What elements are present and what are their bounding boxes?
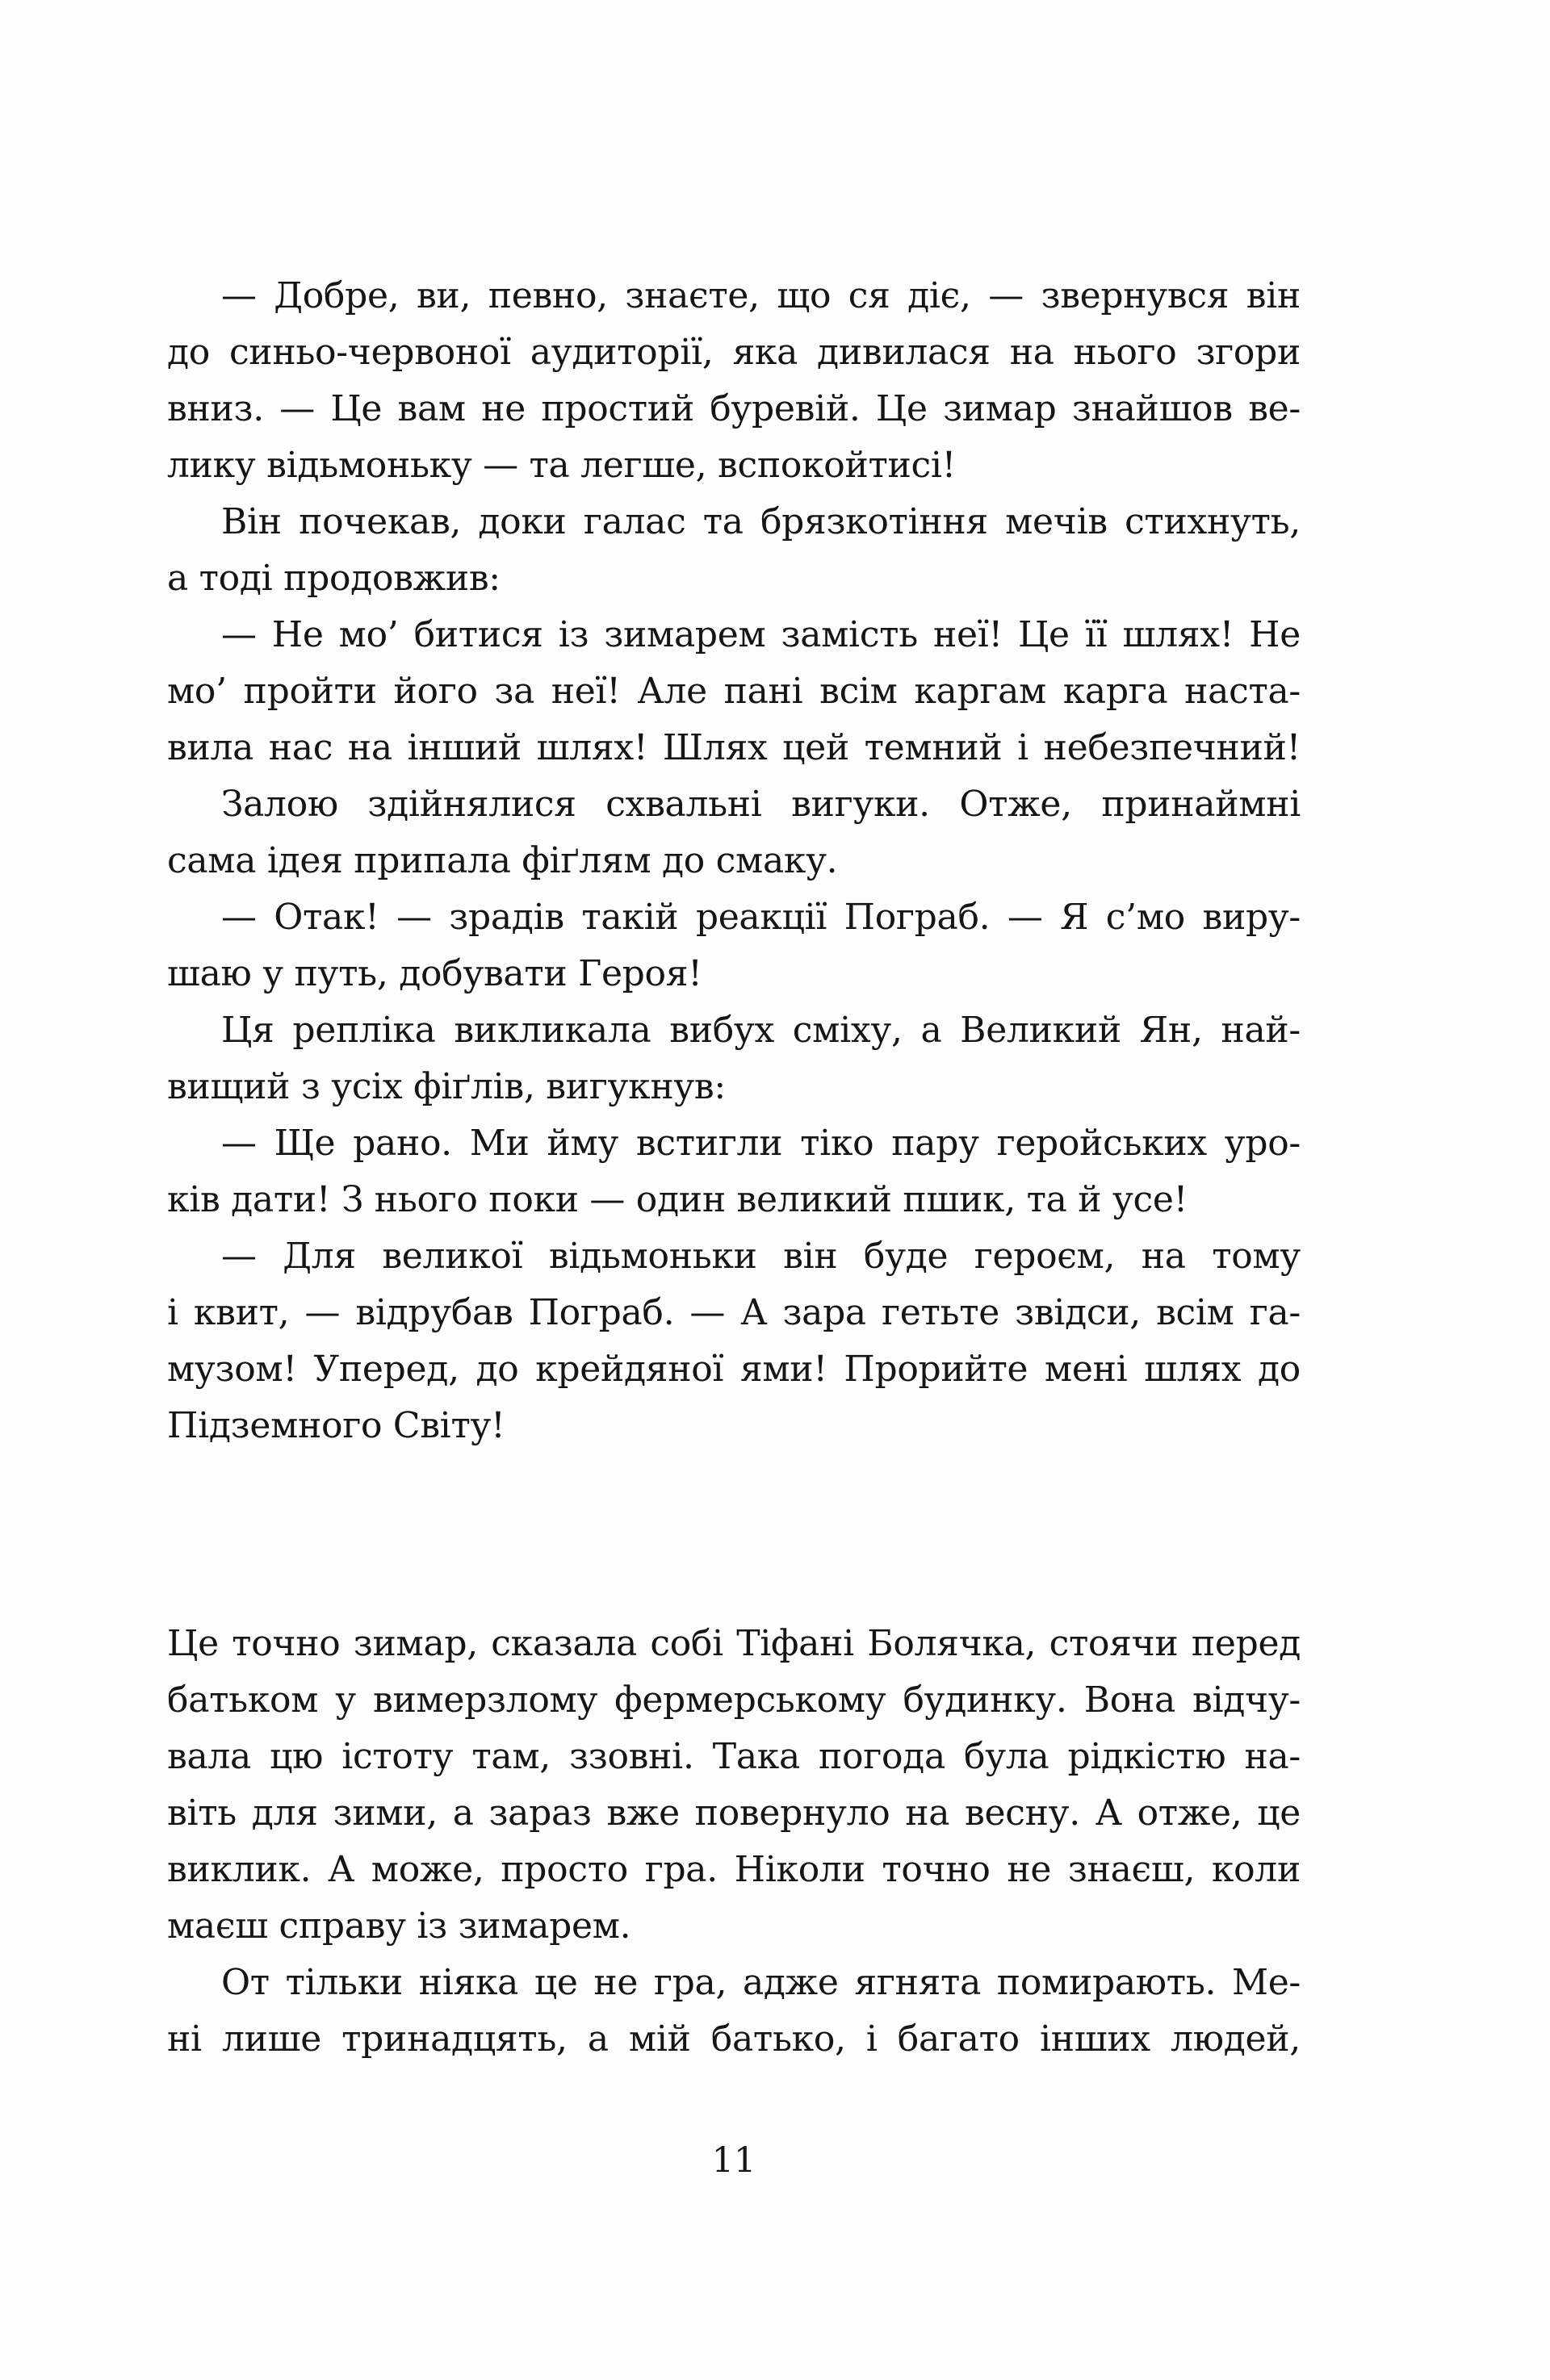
text-line: — Ще рано. Ми йму встигли тіко пару геройських уро-	[221, 1123, 1301, 1164]
paragraph	[167, 268, 1301, 494]
text-line: і квит, — відрубав Пограб. — А зара гетьте звідси, всім га-	[167, 1292, 1301, 1333]
text-line: ків дати! З нього поки — один великий пшик, та й усе!	[167, 1179, 1188, 1220]
text-line: Це точно зимар, сказала собі Тіфані Болячка, стоячи перед	[167, 1623, 1301, 1664]
text-line: От тільки ніяка це не гра, адже ягнята помирають. Ме-	[221, 1962, 1301, 2003]
text-line: сама ідея припала фіґлям до смаку.	[167, 840, 838, 881]
text-line: виклик. А може, просто гра. Ніколи точно не знаєш, коли	[167, 1849, 1301, 1890]
paragraph	[167, 776, 1301, 889]
text-line: віть для зими, а зараз вже повернуло на весну. А отже, це	[167, 1792, 1301, 1834]
text-line: батьком у вимерзлому фермерському будинку. Вона відчу-	[167, 1679, 1301, 1721]
text-line: вищий з усіх фіґлів, вигукнув:	[167, 1066, 726, 1107]
text-line: Підземного Світу!	[167, 1405, 505, 1446]
paragraph	[167, 1616, 1301, 1955]
paragraph	[167, 1955, 1301, 2068]
text-line: до синьо-червоної аудиторії, яка дивилася на нього згори	[167, 332, 1301, 373]
text-line: — Не мо’ битися із зимарем замість неї! Це її шлях! Не	[221, 614, 1301, 655]
paragraph	[167, 1115, 1301, 1228]
text-line: шаю у путь, добувати Героя!	[167, 953, 702, 994]
paragraph	[167, 1002, 1301, 1115]
page-number: 11	[711, 2140, 756, 2181]
paragraph	[167, 607, 1301, 776]
text-line: — Добре, ви, певно, знаєте, що ся діє, — звернувся він	[221, 275, 1301, 316]
text-line: вила нас на інший шлях! Шлях цей темний і небезпечний!	[167, 727, 1301, 768]
paragraph	[167, 1228, 1301, 1454]
text-block	[167, 268, 1301, 2068]
text-line: музом! Уперед, до крейдяної ями! Прорийте мені шлях до	[167, 1349, 1301, 1390]
text-line: мо’ пройти його за неї! Але пані всім каргам карга наста-	[167, 671, 1301, 712]
text-line: а тоді продовжив:	[167, 558, 501, 599]
paragraph	[167, 889, 1301, 1002]
text-line: Він почекав, доки галас та брязкотіння мечів стихнуть,	[221, 501, 1301, 542]
text-line: лику відьмоньку — та легше, вспокойтисі!	[167, 445, 957, 486]
text-line: маєш справу із зимарем.	[167, 1905, 631, 1947]
text-line: ні лише тринадцять, а мій батько, і багато інших людей,	[167, 2018, 1301, 2060]
text-line: — Отак! — зрадів такій реакції Пограб. — Я с’мо виру-	[221, 897, 1301, 938]
text-line: вала цю істоту там, ззовні. Така погода була рідкістю на-	[167, 1736, 1301, 1777]
text-line: вниз. — Це вам не простий буревій. Це зимар знайшов ве-	[167, 388, 1301, 429]
paragraph	[167, 494, 1301, 607]
text-line: Залою здійнялися схвальні вигуки. Отже, принаймні	[221, 784, 1301, 825]
text-line: — Для великої відьмоньки він буде героєм, на тому	[221, 1236, 1301, 1277]
text-line: Ця репліка викликала вибух сміху, а Великий Ян, най-	[221, 1010, 1301, 1051]
